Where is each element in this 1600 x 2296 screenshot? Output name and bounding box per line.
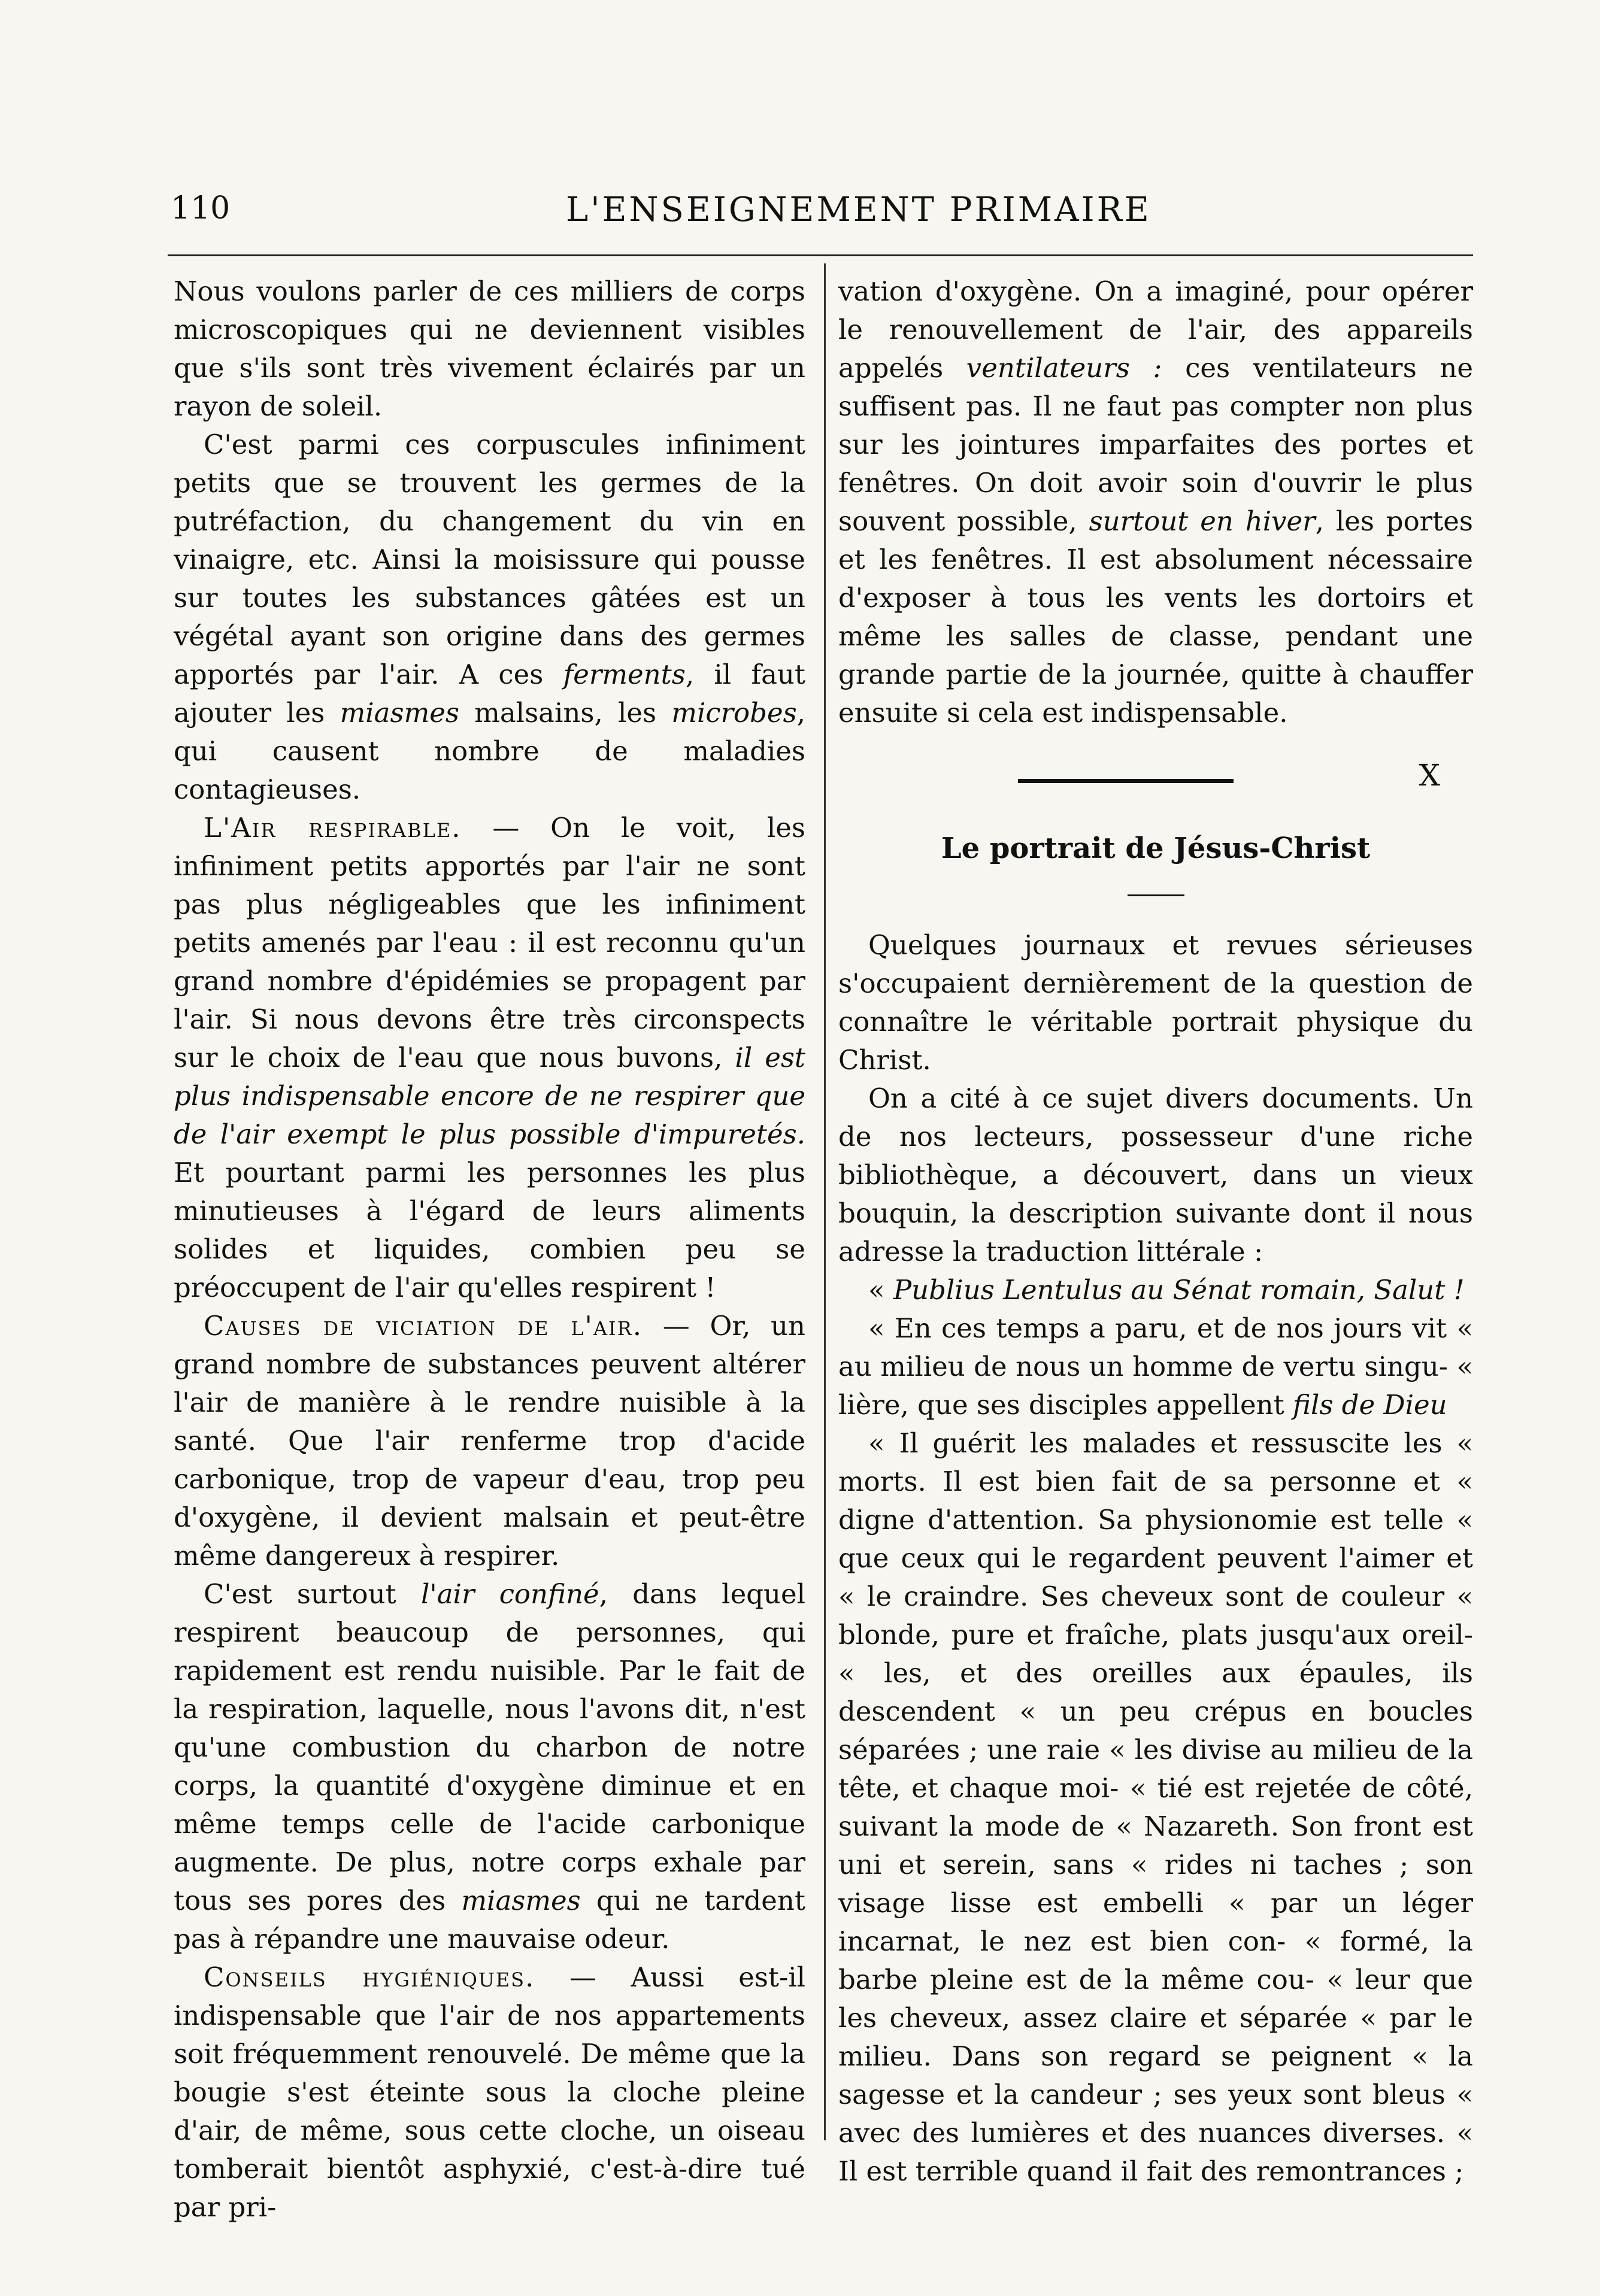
section-title: Le portrait de Jésus-Christ xyxy=(941,832,1371,865)
paragraph: L'Air respirable. — On le voit, les infiniment petits apportés par l'air ne sont pas plus négligeables que les infiniment petits amenés par l'eau : il est reconnu qu'un grand nombre d'épidémies se propagent par l'air. Si nous devons être très circonspects sur le choix de l'eau que nous buvons, il est plus indispensable encore de ne respirer que de l'air exempt le plus possible d'impuretés. Et pourtant parmi les personnes les plus minutieuses à l'égard de leurs aliments solides et liquides, combien peu se préoccupent de l'air qu'elles respirent ! xyxy=(174,812,805,1303)
page-number: 110 xyxy=(171,190,231,226)
left-column xyxy=(174,272,805,2227)
paragraph: « En ces temps a paru, et de nos jours vit « au milieu de nous un homme de vertu singu- « lière, que ses disciples appellent fils de Dieu xyxy=(838,1312,1473,1421)
column-divider xyxy=(824,263,826,2140)
right-column xyxy=(838,272,1473,2191)
paragraph: « Il guérit les malades et ressuscite les « morts. Il est bien fait de sa personne et « digne d'attention. Sa physionomie est telle « que ceux qui le regardent peuvent l'aimer et « le craindre. Ses cheveux sont de couleur « blonde, pure et fraîche, plats jusqu'aux oreil- « les, et des oreilles aux épaules, ils descendent « un peu crépus en boucles séparées ; une raie « les divise au milieu de la tête, et chaque moi- « tié est rejetée de côté, suivant la mode de « Nazareth. Son front est uni et serein, sans « rides ni taches ; son visage lisse est embelli « par un léger incarnat, le nez est bien con- « formé, la barbe pleine est de la même cou- « leur que les cheveux, assez claire et séparée « par le milieu. Dans son regard se peignent « la sagesse et la candeur ; ses yeux sont bleus « avec des lumières et des nuances diverses. « Il est terrible quand il fait des remontrances ; xyxy=(838,1427,1473,2187)
subsection-heading: L'Air respirable. xyxy=(204,812,462,844)
paragraph: Nous voulons parler de ces milliers de corps microscopiques qui ne deviennent visibles que s'ils sont très vivement éclairés par un rayon de soleil. xyxy=(174,275,805,422)
paragraph: C'est surtout l'air confiné, dans lequel respirent beaucoup de personnes, qui rapidement est rendu nuisible. Par le fait de la respiration, laquelle, nous l'avons dit, n'est qu'une combustion du charbon de notre corps, la quantité d'oxygène diminue et en même temps celle de l'acide carbonique augmente. De plus, notre corps exhale par tous ses pores des miasmes qui ne tardent pas à répandre une mauvaise odeur. xyxy=(174,1578,806,1955)
journal-title: L'ENSEIGNEMENT PRIMAIRE xyxy=(566,190,1151,229)
section-numeral: X xyxy=(1419,758,1440,793)
paragraph: vation d'oxygène. On a imaginé, pour opérer le renouvellement de l'air, des appareils appelés ventilateurs : ces ventilateurs ne suffisent pas. Il ne faut pas compter non plus sur les jointures imparfaites des portes et fenêtres. On doit avoir soin d'ouvrir le plus souvent possible, surtout en hiver, les portes et les fenêtres. Il est absolument nécessaire d'exposer à tous les vents les dortoirs et même les salles de classe, pendant une grande partie de la journée, quitte à chauffer ensuite si cela est indispensable. xyxy=(838,275,1474,729)
paragraph: On a cité à ce sujet divers documents. Un de nos lecteurs, possesseur d'une riche bibliothèque, a découvert, dans un vieux bouquin, la description suivante dont il nous adresse la traduction littérale : xyxy=(838,1082,1473,1267)
running-header xyxy=(171,190,1476,238)
subsection-heading: Causes de viciation de l'air. xyxy=(204,1310,643,1342)
paragraph: « Publius Lentulus au Sénat romain, Salut ! xyxy=(868,1274,1465,1306)
short-rule xyxy=(1128,894,1184,896)
paragraph: Quelques journaux et revues sérieuses s'occupaient dernièrement de la question de connaître le véritable portrait physique du Christ. xyxy=(838,929,1473,1076)
paragraph: C'est parmi ces corpuscules infiniment petits que se trouvent les germes de la putréfaction, du changement du vin en vinaigre, etc. Ainsi la moisissure qui pousse sur toutes les substances gâtées est un végétal ayant son origine dans des germes apportés par l'air. A ces ferments, il faut ajouter les miasmes malsains, les microbes, qui causent nombre de maladies contagieuses. xyxy=(174,429,805,805)
subsection-heading: Conseils hygiéniques. xyxy=(204,1961,535,1993)
paragraph: Conseils hygiéniques. — Aussi est-il indispensable que l'air de nos appartements soit fréquemment renouvelé. De même que la bougie s'est éteinte sous la cloche pleine d'air, de même, sous cette cloche, un oiseau tomberait bientôt asphyxié, c'est-à-dire tué par pri- xyxy=(174,1961,805,2223)
paragraph: Causes de viciation de l'air. — Or, un grand nombre de substances peuvent altérer l'air de manière à le rendre nuisible à la santé. Que l'air renferme trop d'acide carbonique, trop de vapeur d'eau, trop peu d'oxygène, il devient malsain et peut-être même dangereux à respirer. xyxy=(174,1310,805,1572)
header-rule xyxy=(168,254,1473,256)
decorative-rule xyxy=(1018,779,1234,783)
